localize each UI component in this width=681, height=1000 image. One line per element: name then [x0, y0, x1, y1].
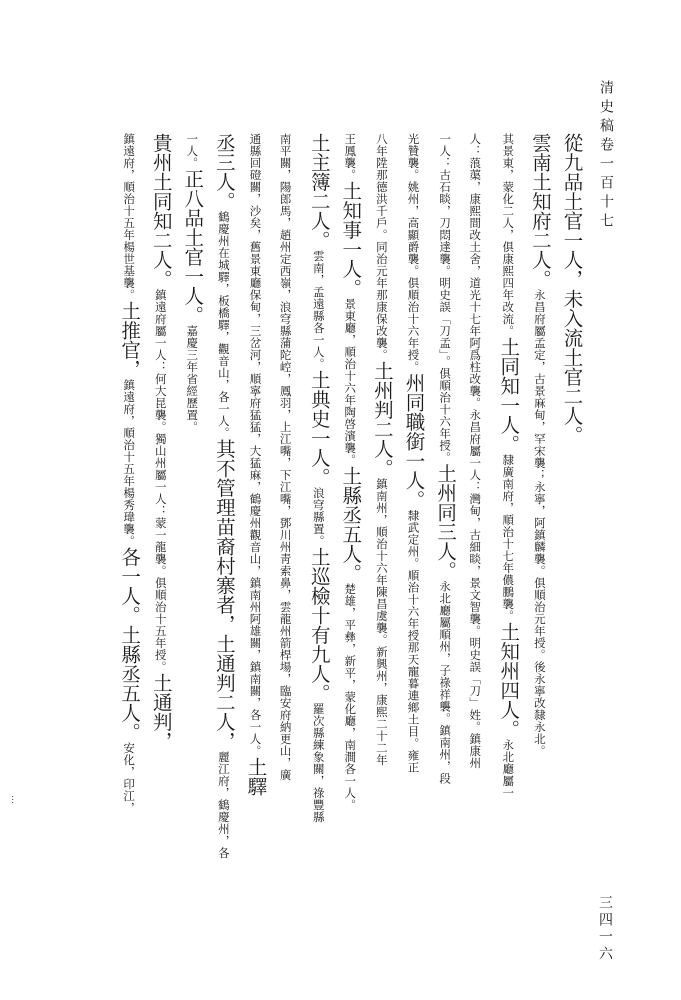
annotation-text: 鎮南州，順治十六年陳昌虞襲。: [374, 478, 389, 646]
text-column: [499, 133, 519, 799]
text-column: [372, 133, 392, 766]
main-text: 雲南土知府二人。: [528, 133, 552, 289]
annotation-text: 隸廣南府，順治十七年儂鵬襲。: [501, 454, 516, 622]
main-text: 土州判二人。: [370, 361, 394, 478]
main-text: 正八品土官一人。: [181, 169, 205, 325]
annotation-text: 後永寧改隸永北。: [532, 661, 547, 757]
main-text: 土主簿二人。: [307, 133, 331, 250]
annotation-text: 人：蒗蕖，康熙間改土舍，道光十七年阿爲柱改襲。: [468, 133, 483, 409]
main-text: 州同職銜一人。: [402, 373, 426, 510]
text-column: [214, 133, 234, 859]
main-text: 土通判，: [149, 673, 173, 751]
page-number: 三四一六: [597, 895, 613, 963]
annotation-text: 明史誤「刀孟」。: [438, 277, 453, 368]
annotation-text: 王鳳襲。: [343, 133, 358, 181]
annotation-text: 俱順治十六年授。: [438, 367, 453, 464]
annotation-text: 通縣回磴關，沙矣，舊景東廳保甸，三岔河，順寧府猛猛，大猛麻，鶴慶州觀音山，鎮南州阿雄關，鎮南關，各一人。: [248, 133, 263, 757]
annotation-text: 南平關，陽郎馬，趙州定西嶺，浪穹縣蒲陀崆，鳳羽，上江嘴，下江嘴，鄧川州靑索鼻，雲龍州箭桿場，臨安府納更山，廣: [278, 133, 293, 781]
text-column: [183, 133, 203, 433]
annotation-text: 順治十六年授那天寵暮連鄉土目。: [406, 569, 421, 750]
annotation-text: 浪穹縣置。: [311, 487, 326, 547]
main-text: 土同知一人。: [497, 337, 521, 454]
annotation-text: 麗江府，鶴慶州，各: [216, 751, 231, 859]
annotation-text: 永北廳屬順州，子祿祥襲。: [438, 580, 453, 725]
annotation-text: 獨山州屬一人：蒙一龍襲。: [153, 433, 168, 577]
text-column: [467, 133, 483, 769]
annotation-text: 永昌府屬一人：灣甸，古細睒，景文智襲。: [468, 409, 483, 637]
main-text: 從九品土官一人，未入流土官二人。: [560, 133, 584, 445]
text-column: [151, 133, 171, 751]
annotation-text: 明史誤「刀」姓。: [468, 637, 483, 733]
main-text: 各一人。: [118, 547, 142, 625]
main-text: 土縣丞五人。: [118, 625, 142, 742]
running-title: 清史稿卷一百十七: [598, 80, 614, 232]
text-column: [278, 133, 294, 781]
main-text: 土典史一人。: [307, 370, 331, 487]
annotation-text: 俱順治元年授。: [532, 577, 547, 661]
annotation-text: 俱順治十六年授。: [406, 277, 421, 373]
annotation-text: 一人：古石睒，刀悶達襲。: [438, 133, 453, 277]
main-text: 土驛: [244, 757, 268, 796]
annotation-text: 嘉慶三年省經歷置。: [185, 325, 200, 433]
annotation-text: 一人。: [185, 133, 200, 169]
annotation-text: 鎮遠府屬一人：何大昆襲。: [153, 289, 168, 433]
text-column: [246, 133, 266, 796]
annotation-text: 鎮遠府，順治十五年楊世基襲。: [122, 133, 137, 301]
annotation-text: 姚州，高顯爵襲。: [406, 181, 421, 277]
annotation-text: 雍正: [406, 749, 421, 774]
annotation-text: 永昌府屬孟定，古景麻甸，罕宋襲；永寧，阿鎮麟襲。: [532, 289, 547, 577]
text-column: [404, 133, 424, 774]
text-column: [436, 133, 456, 784]
main-text: 貴州土同知二人。: [149, 133, 173, 289]
annotation-text: 雲南，孟遠縣各一人。: [311, 250, 326, 370]
annotation-text: 鎮遠府，順治十五年楊秀瑋襲。: [122, 379, 137, 547]
main-text: 土州同三人。: [434, 463, 458, 581]
annotation-text: 新興州，康熙二十二年: [374, 646, 389, 766]
main-text: 土縣丞五人。: [339, 466, 363, 583]
main-text: 其不管理苗裔村寨者，土通判二人，: [212, 439, 236, 751]
annotation-text: 安化，印江，: [122, 742, 137, 814]
text-column: [120, 133, 140, 814]
annotation-text: 俱順治十五年授。: [153, 577, 168, 673]
main-text: 丞三人。: [212, 133, 236, 211]
annotation-text: 鎮康州: [468, 733, 483, 769]
main-text: 土知州四人。: [497, 622, 521, 739]
annotation-text: 鶴慶州在城驛，板橋驛，觀音山，各一人。: [216, 211, 231, 439]
main-text: 土巡檢十有九人。: [307, 547, 331, 703]
annotation-text: 鎮南州，段: [438, 724, 453, 785]
margin-mark: …: [9, 795, 19, 806]
annotation-text: 羅次縣練象關，祿豐縣: [311, 703, 326, 823]
annotation-text: 景東廳，順治十六年陶啓濱襲。: [343, 298, 358, 466]
annotation-text: 其景東，蒙化二人，俱康熙四年改流。: [501, 133, 516, 337]
main-text: 土知事一人。: [339, 181, 363, 298]
annotation-text: 光贊襲。: [406, 133, 421, 181]
text-column: [341, 133, 361, 811]
main-text: 土推官，: [118, 301, 142, 379]
annotation-text: 楚雄，平彝，新平，蒙化廳，南澗各一人。: [343, 583, 358, 811]
annotation-text: 隸武定州。: [406, 509, 421, 570]
annotation-text: 同治元年那康保改襲。: [374, 241, 389, 361]
annotation-text: 永北廳屬一: [501, 739, 516, 799]
text-column: [530, 133, 550, 757]
text-column: [562, 133, 582, 445]
text-column: [309, 133, 329, 823]
annotation-text: 八年陞那德洪千戶。: [374, 133, 389, 241]
